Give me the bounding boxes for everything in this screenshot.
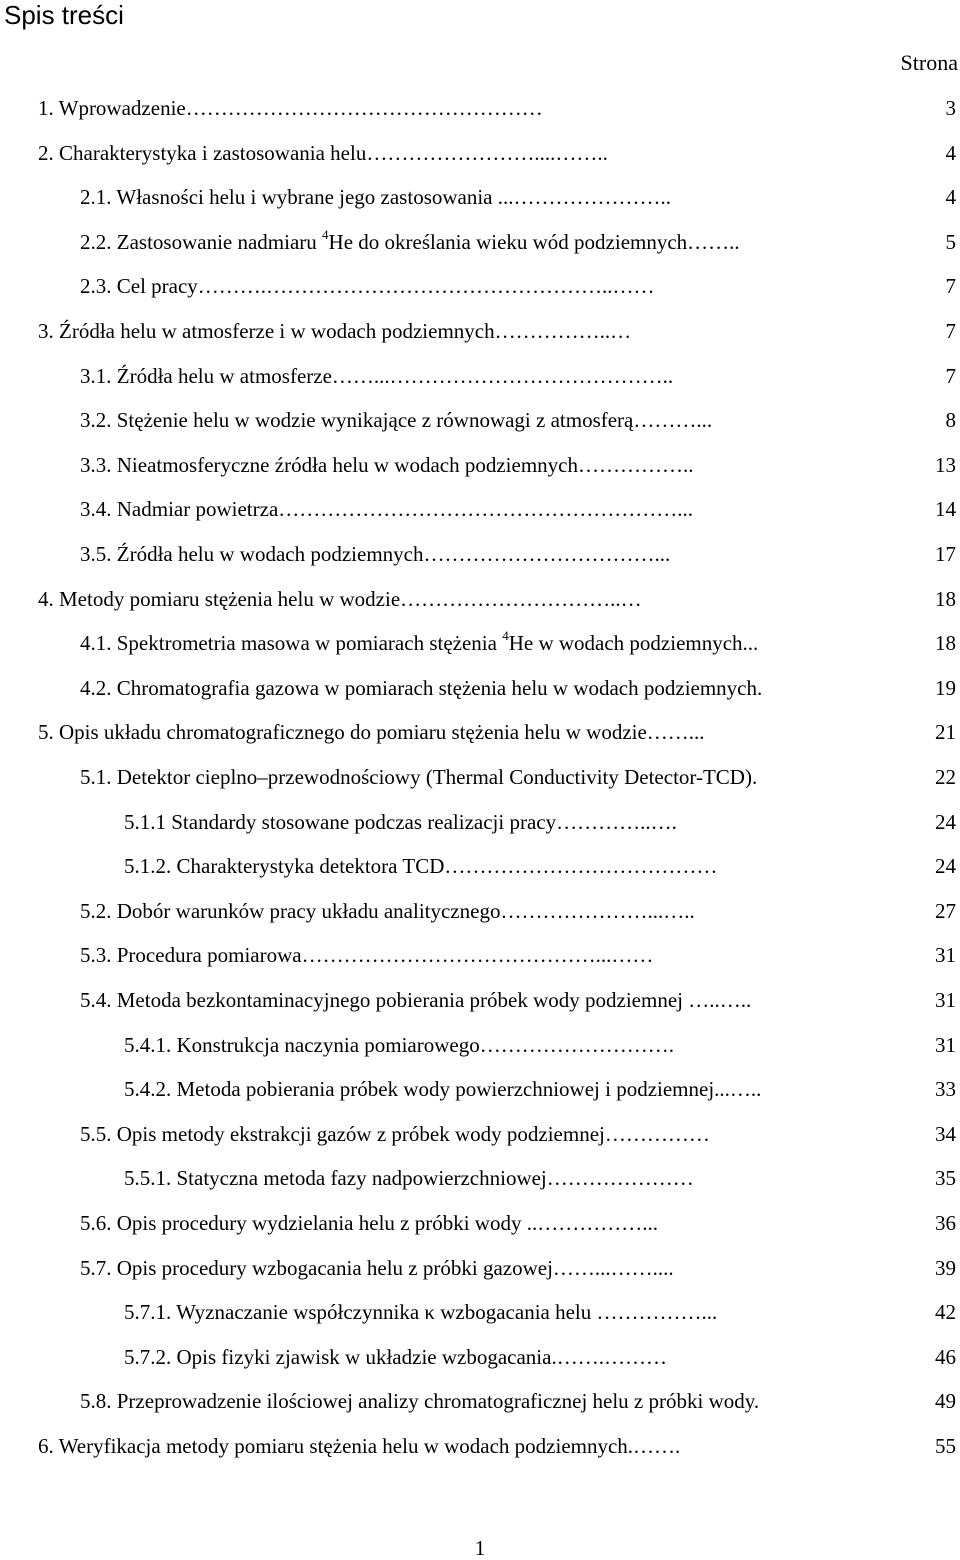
toc-entry-page: 27 [935, 898, 956, 923]
toc-entry-title: 4.2. Chromatografia gazowa w pomiarach stężenia helu w wodach podziemnych. [80, 675, 763, 700]
toc-entry-page: 39 [935, 1255, 956, 1280]
toc-entry-page: 19 [935, 675, 956, 700]
toc-entry-title: 3.3. Nieatmosferyczne źródła helu w wodach podziemnych…………….. [80, 452, 694, 477]
toc-entry-page: 31 [935, 988, 956, 1012]
toc-entry [124, 1030, 956, 1060]
toc-entry-title: 5.1.1 Standardy stosowane podczas realizacji pracy…………..…. [124, 809, 677, 834]
toc-entry [124, 851, 956, 881]
toc-entry-title: 5.7.2. Opis fizyki zjawisk w układzie wzbogacania.…….……… [124, 1344, 667, 1369]
toc-entry [80, 182, 956, 212]
toc-entry [80, 227, 956, 257]
toc-entry-page: 7 [945, 274, 956, 299]
toc-entry [124, 1297, 956, 1327]
toc-entry-page: 21 [935, 720, 956, 745]
toc-entry-title: 2.1. Własności helu i wybrane jego zastosowania ...………………….. [80, 185, 672, 210]
toc-entry-title: 5.4.2. Metoda pobierania próbek wody powierzchniowej i podziemnej...….. [124, 1077, 762, 1102]
toc-entry [80, 628, 956, 658]
toc-entry-page: 46 [935, 1344, 956, 1369]
toc-entry-title: 5.5. Opis metody ekstrakcji gazów z próbek wody podziemnej…………… [80, 1121, 710, 1146]
toc-entry-page: 42 [935, 1300, 956, 1325]
toc-entry [80, 1253, 956, 1283]
toc-entry-title: 5.7.1. Wyznaczanie współczynnika κ wzbogacania helu ……………... [124, 1300, 718, 1325]
toc-entry [80, 539, 956, 569]
toc-entry [124, 1342, 956, 1372]
toc-entry-title: 5.4.1. Konstrukcja naczynia pomiarowego………………………. [124, 1032, 674, 1057]
toc-entry-page: 34 [935, 1121, 956, 1146]
toc-entry-title: 4.1. Spektrometria masowa w pomiarach stężenia $^4$He w wodach podziemnych... [80, 628, 759, 656]
toc-entry-page: 17 [935, 542, 956, 566]
toc-entry-superscript: 4 [502, 628, 509, 644]
toc-entry [38, 584, 956, 614]
toc-entry [124, 807, 956, 837]
toc-entry-page: 4 [945, 140, 956, 165]
toc-entry-title: 5.5.1. Statyczna metoda fazy nadpowierzchniowej………………… [124, 1166, 694, 1191]
toc-entry [38, 316, 956, 346]
toc-entry [80, 762, 956, 792]
toc-entry [80, 1208, 956, 1238]
toc-entry-page: 18 [935, 631, 956, 656]
toc-entry [80, 271, 956, 301]
toc-entry-page: 5 [945, 229, 956, 254]
toc-entry-page: 49 [935, 1389, 956, 1414]
toc-entry [80, 673, 956, 703]
toc-entry [80, 494, 956, 524]
toc-entry-title: 3.5. Źródła helu w wodach podziemnych……………………………... [80, 542, 671, 566]
toc-entry-title: 5.1. Detektor cieplno–przewodnościowy (Thermal Conductivity Detector-TCD). [80, 765, 758, 789]
toc-entry-title: 6. Weryfikacja metody pomiaru stężenia helu w wodach podziemnych.……. [38, 1434, 681, 1458]
toc-entry-title: 2.3. Cel pracy……….…………………………………………..…… [80, 274, 655, 299]
toc-entry-page: 36 [935, 1211, 956, 1235]
page-column-label: Strona [900, 50, 958, 75]
toc-entry-page: 33 [935, 1077, 956, 1102]
toc-entry-page: 24 [935, 809, 956, 834]
toc-entry-page: 35 [935, 1166, 956, 1191]
toc-entry-page: 31 [935, 943, 956, 968]
toc-entry-title: 3.2. Stężenie helu w wodzie wynikające z równowagi z atmosferą………... [80, 408, 713, 433]
toc-entry-title: 5. Opis układu chromatograficznego do pomiaru stężenia helu w wodzie……... [38, 720, 705, 745]
toc-entry-page: 14 [935, 497, 956, 522]
toc-entry-title: 3.4. Nadmiar powietrza…………………………………………………... [80, 497, 694, 522]
toc-entry-title: 3.1. Źródła helu w atmosferze……...………………………………….. [80, 363, 674, 388]
toc-entry-title: 2.2. Zastosowanie nadmiaru $^4$He do określania wieku wód podziemnych…….. [80, 226, 740, 254]
toc-entry-title: 5.1.2. Charakterystyka detektora TCD………………………………… [124, 854, 718, 879]
toc-entry-title: 5.6. Opis procedury wydzielania helu z próbki wody ..……………... [80, 1211, 658, 1235]
toc-entry [38, 93, 956, 123]
toc-entry [80, 896, 956, 926]
toc-entry [124, 1074, 956, 1104]
toc-entry-page: 31 [935, 1032, 956, 1057]
toc-entry [80, 940, 956, 970]
toc-entry-title: 2. Charakterystyka i zastosowania helu……………………....…….. [38, 140, 608, 165]
toc-entry [124, 1163, 956, 1193]
toc-entry [80, 985, 956, 1015]
toc-entry-page: 13 [935, 452, 956, 477]
toc-entry-page: 4 [945, 185, 956, 210]
toc-entry-title: 5.4. Metoda bezkontaminacyjnego pobierania próbek wody podziemnej …..….. [80, 988, 752, 1012]
toc-entry [38, 138, 956, 168]
footer-page-number: 1 [474, 1536, 486, 1560]
toc-entry-page: 55 [935, 1434, 956, 1458]
toc-entry [80, 405, 956, 435]
toc-entry-title: 1. Wprowadzenie…………………………………………… [38, 96, 543, 120]
toc-entry-title: 5.3. Procedura pomiarowa……………………………………...…… [80, 943, 654, 968]
toc-entry-title: 5.8. Przeprowadzenie ilościowej analizy chromatograficznej helu z próbki wody. [80, 1389, 760, 1414]
toc-entry-title: 4. Metody pomiaru stężenia helu w wodzie…………………………..… [38, 586, 642, 611]
toc-entry [80, 450, 956, 480]
toc-entry [80, 1386, 956, 1416]
toc-entry-page: 18 [935, 586, 956, 611]
toc-entry-page: 7 [945, 319, 956, 343]
toc-entry-title: 5.2. Dobór warunków pracy układu analitycznego…………………...….. [80, 898, 695, 923]
toc-entry [38, 1431, 956, 1461]
toc-entry [80, 361, 956, 391]
toc-entry-page: 7 [945, 363, 956, 388]
toc-entry-title: 3. Źródła helu w atmosferze i w wodach podziemnych……………..… [38, 319, 632, 343]
toc-entry-page: 8 [945, 408, 956, 433]
toc-entry-superscript: 4 [322, 226, 329, 242]
toc-entry-page: 3 [945, 96, 956, 120]
toc-entry-page: 24 [935, 854, 956, 879]
toc-entry-title: 5.7. Opis procedury wzbogacania helu z próbki gazowej……...…….... [80, 1255, 674, 1280]
toc-entry-page: 22 [935, 765, 956, 789]
page-title: Spis treści [4, 0, 124, 30]
toc-entry [38, 717, 956, 747]
toc-entry [80, 1119, 956, 1149]
